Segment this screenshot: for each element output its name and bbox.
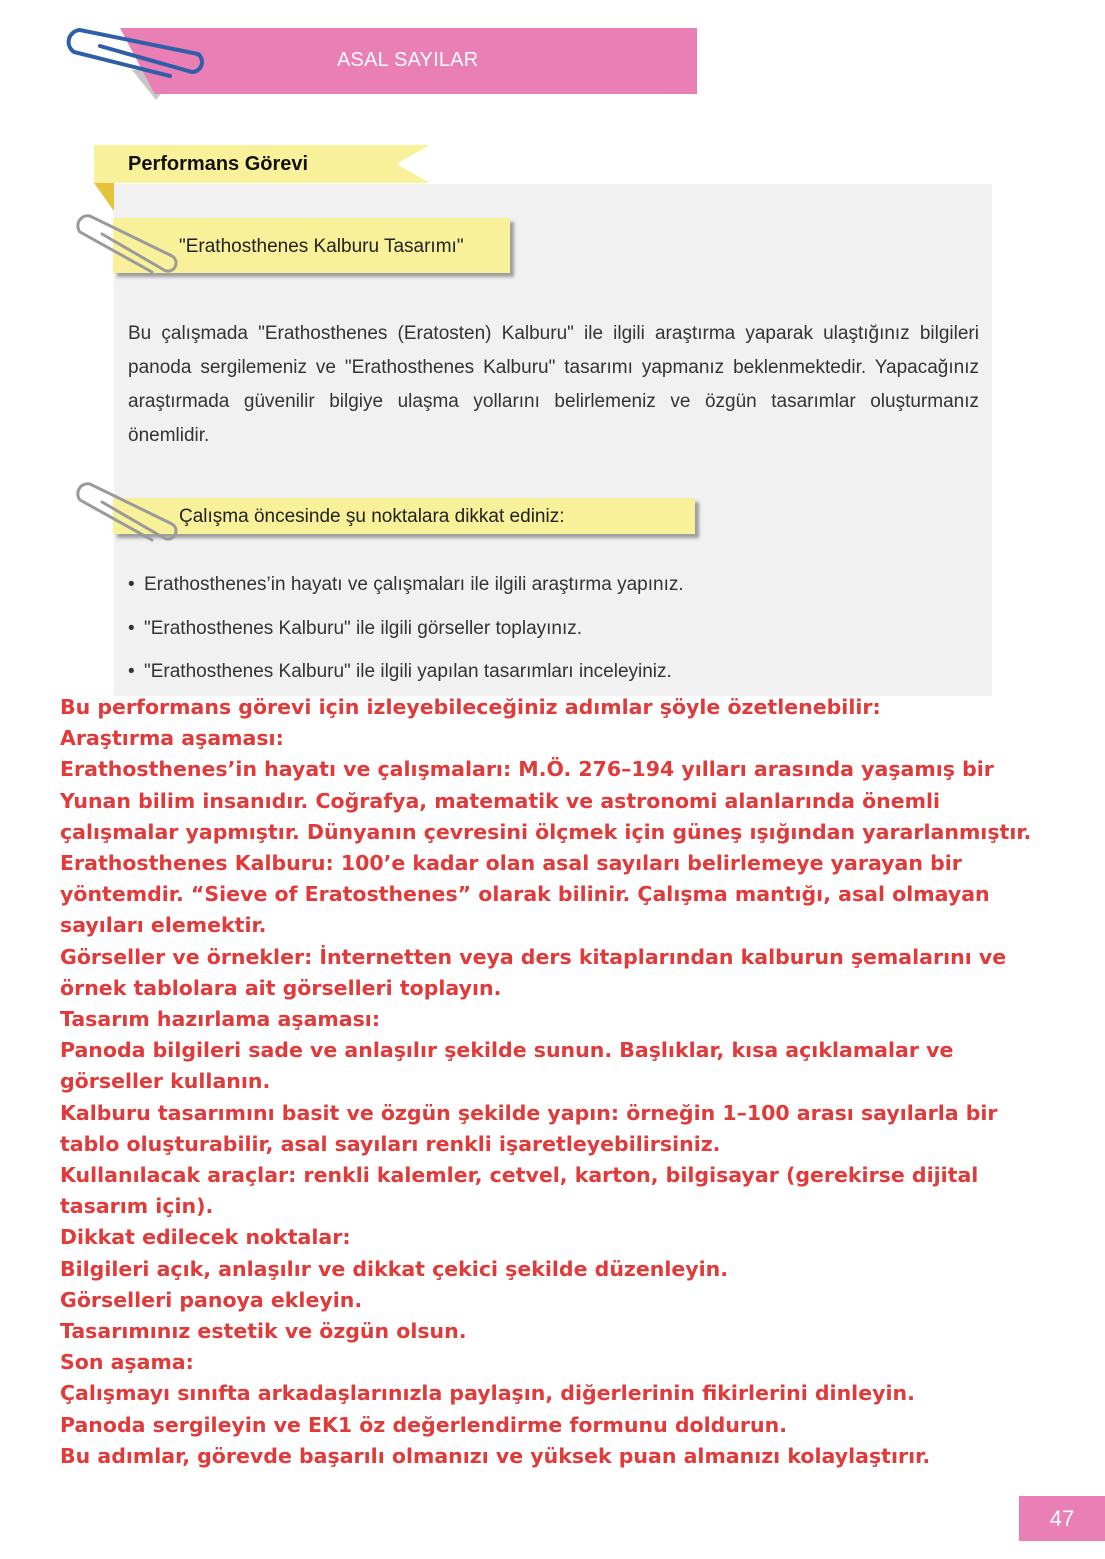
answer-line: Son aşama: — [60, 1350, 194, 1375]
paperclip-icon — [72, 212, 182, 282]
performance-title: Performans Görevi — [128, 153, 309, 175]
bullet-icon: • — [128, 617, 135, 639]
answer-line: Bilgileri açık, anlaşılır ve dikkat çekici şekilde düzenleyin. — [60, 1256, 729, 1281]
answer-line: sayıları elemektir. — [60, 913, 267, 938]
list-item — [128, 615, 684, 659]
answer-line: tablo oluşturabilir, asal sayıları renkli işaretleyebilirsiniz. — [60, 1131, 721, 1156]
list-item-text: "Erathosthenes Kalburu" ile ilgili yapılan tasarımları inceleyiniz. — [144, 661, 672, 682]
answer-text — [60, 692, 1060, 1472]
answer-line: Panoda sergileyin ve EK1 öz değerlendirme formunu doldurun. — [60, 1412, 787, 1437]
task-title: "Erathosthenes Kalburu Tasarımı" — [179, 236, 464, 257]
answer-line: Dikkat edilecek noktalar: — [60, 1225, 351, 1250]
answer-line: örnek tablolara ait görselleri toplayın. — [60, 975, 502, 1000]
answer-line: Erathosthenes Kalburu: 100’e kadar olan asal sayıları belirlemeye yarayan bir — [60, 851, 962, 876]
answer-line: yöntemdir. “Sieve of Eratosthenes” olarak bilinir. Çalışma mantığı, asal olmayan — [60, 882, 990, 907]
paperclip-icon — [60, 24, 210, 84]
performance-banner-fold — [94, 183, 114, 211]
answer-line: Bu performans görevi için izleyebileceğiniz adımlar şöyle özetlenebilir: — [60, 695, 881, 719]
answer-line: Çalışmayı sınıfta arkadaşlarınızla paylaşın, diğerlerinin fikirlerini dinleyin. — [60, 1381, 915, 1406]
answer-line: Tasarımınız estetik ve özgün olsun. — [60, 1319, 467, 1344]
answer-line: görseller kullanın. — [60, 1069, 271, 1094]
answer-line: Tasarım hazırlama aşaması: — [60, 1007, 381, 1032]
chapter-title: ASAL SAYILAR — [337, 49, 479, 71]
page-number: 47 — [1049, 1506, 1075, 1531]
list-item — [128, 571, 684, 615]
answer-line: Görselleri panoya ekleyin. — [60, 1287, 363, 1312]
paperclip-icon — [72, 480, 182, 550]
bullet-icon: • — [128, 661, 135, 682]
answer-line: Kullanılacak araçlar: renkli kalemler, cetvel, karton, bilgisayar (gerekirse dijital — [60, 1163, 979, 1188]
answer-line: çalışmalar yapmıştır. Dünyanın çevresini ölçmek için güneş ışığından yararlanmıştır. — [60, 819, 1032, 844]
answer-line: Görseller ve örnekler: İnternetten veya ders kitaplarından kalburun şemalarını ve — [60, 944, 1007, 969]
task-description: Bu çalışmada "Erathosthenes (Eratosten) Kalburu" ile ilgili araştırma yaparak ulaştığınız bilgileri panoda sergilemeniz ve "Erathosthenes Kalburu" tasarımı yapmanız beklenmektedir. Yapacağınız araştırmada güvenilir bilgiye ulaşma yollarını belirlemeniz ve özgün tasarımlar oluşturmanız önemlidir. — [128, 323, 979, 446]
answer-line: Araştırma aşaması: — [60, 726, 284, 751]
answer-line: Bu adımlar, görevde başarılı olmanızı ve yüksek puan almanızı kolaylaştırır. — [60, 1443, 931, 1468]
answer-line: Panoda bilgileri sade ve anlaşılır şekilde sunun. Başlıklar, kısa açıklamalar ve — [60, 1038, 954, 1063]
attention-title: Çalışma öncesinde şu noktalara dikkat ediniz: — [179, 506, 565, 527]
attention-list — [128, 571, 684, 702]
answer-line: tasarım için). — [60, 1194, 214, 1219]
list-item-text: Erathosthenes’in hayatı ve çalışmaları ile ilgili araştırma yapınız. — [144, 574, 684, 595]
bullet-icon: • — [128, 574, 135, 595]
answer-line: Kalburu tasarımını basit ve özgün şekilde yapın: örneğin 1–100 arası sayılarla bir — [60, 1100, 998, 1125]
answer-line: Erathosthenes’in hayatı ve çalışmaları: M.Ö. 276–194 yılları arasında yaşamış bir — [60, 757, 994, 782]
list-item-text: "Erathosthenes Kalburu" ile ilgili görseller toplayınız. — [144, 617, 583, 639]
answer-line: Yunan bilim insanıdır. Coğrafya, matematik ve astronomi alanlarında önemli — [60, 788, 941, 813]
